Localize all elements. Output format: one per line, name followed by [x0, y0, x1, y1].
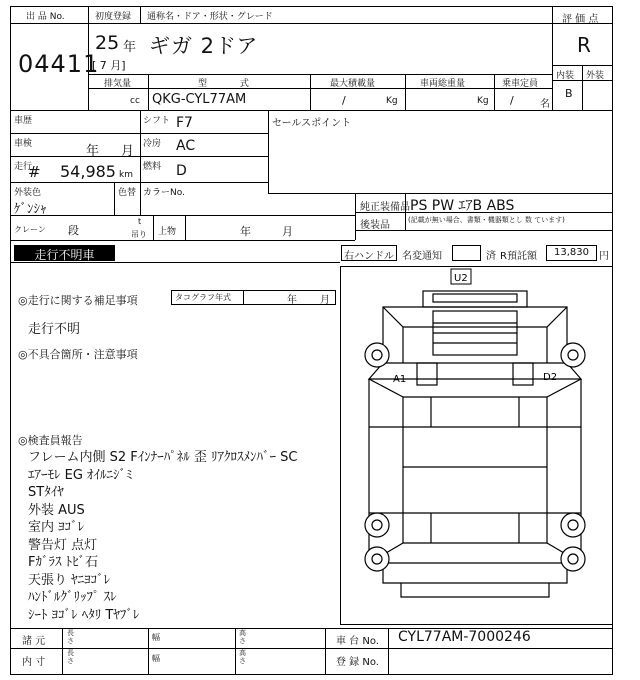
gross-weight-unit: Kg — [477, 96, 489, 106]
mark-a1: A1 — [393, 374, 407, 385]
front-left-wheel — [365, 343, 389, 367]
mileage-value: 54,985 — [60, 162, 116, 181]
handle-position: 右ハンドル — [344, 251, 394, 262]
lot-number: 04411 — [18, 50, 100, 78]
fuel-value: D — [176, 163, 187, 179]
inspection-month: 月 — [121, 144, 135, 159]
interior-width-label: 幅 — [152, 654, 160, 663]
history-label: 車歴 — [14, 116, 33, 126]
ac-value: AC — [176, 138, 196, 154]
recycle-prefix: 済 — [486, 251, 496, 262]
report-line: STﾀｲﾔ — [28, 485, 64, 500]
inspection-label: 車検 — [14, 139, 33, 149]
report-line: フレーム内側 S2 Fｲﾝﾅｰﾊﾟﾈﾙ 歪 ﾘｱｸﾛｽﾒﾝﾊﾞｰ SC — [28, 450, 298, 465]
mileage-prefix: # — [28, 163, 41, 181]
capacity-label: 乗車定員 — [502, 79, 539, 89]
report-line: ﾊﾝﾄﾞﾙｸﾞﾘｯﾌﾟ ｽﾚ — [28, 590, 117, 605]
displacement-label: 排気量 — [104, 79, 132, 89]
running-note: 走行不明 — [28, 322, 81, 337]
dimensions-label: 諸 元 — [22, 636, 46, 647]
name-change-notice-label: 名変通知 — [402, 251, 442, 262]
chassis-number: CYL77AM-7000246 — [398, 629, 531, 645]
report-line: 外装 AUS — [28, 502, 85, 518]
rigged-year: 年 — [240, 225, 251, 238]
aftermarket-note: (記載が無い場合、書類・機器類とし 数 ています) — [408, 216, 565, 224]
interior-grade: B — [565, 87, 573, 100]
mileage-unit: km — [119, 170, 133, 180]
capacity-unit: 名 — [540, 99, 550, 110]
color-change-label: 色替 — [118, 188, 137, 198]
first-registration-label: 初度登録 — [95, 12, 132, 22]
crane-ton: t — [138, 217, 142, 226]
chassis-number-label: 車 台 No. — [336, 636, 379, 647]
fuel-label: 燃料 — [143, 162, 162, 172]
mileage-label: 走行 — [14, 162, 33, 172]
interior-grade-label: 内装 — [556, 71, 575, 81]
mark-d2: D2 — [543, 372, 558, 383]
gross-weight-label: 車両総重量 — [420, 79, 466, 89]
exterior-grade-label: 外装 — [586, 71, 605, 81]
recycle-label: R預託額 — [500, 251, 537, 262]
report-line: 天張り ﾔﾆﾖｺﾞﾚ — [28, 572, 111, 588]
sales-point-label: セールスポイント — [272, 118, 352, 129]
shift-label: シフト — [143, 116, 171, 126]
tachograph-year: 年 — [287, 295, 297, 306]
crane-label: クレーン — [14, 225, 46, 234]
rigged-label: 上物 — [158, 227, 177, 237]
rear-right-wheel-2 — [561, 547, 585, 571]
width-label: 幅 — [152, 633, 160, 642]
exterior-color-value: ｹﾞﾝｼｬ — [14, 202, 47, 217]
overall-grade: R — [577, 33, 591, 57]
tachograph-month: 月 — [320, 295, 330, 306]
running-unknown-banner: 走行不明車 — [14, 245, 115, 261]
rear-left-wheel — [365, 513, 389, 537]
inspector-report-list — [28, 446, 297, 621]
report-line: Fｶﾞﾗｽ ﾄﾋﾞ石 — [28, 555, 99, 570]
crane-hook: 吊り — [131, 230, 147, 239]
rear-left-wheel-2 — [365, 547, 389, 571]
running-supplement-label: ◎走行に関する補足事項 — [18, 294, 138, 307]
report-line: 室内 ﾖｺﾞﾚ — [28, 520, 85, 535]
vehicle-condition-diagram — [341, 267, 612, 624]
max-load-value: / — [342, 94, 346, 107]
ac-label: 冷房 — [143, 139, 162, 149]
recycle-unit: 円 — [599, 251, 609, 262]
model-code-label: 型 式 — [198, 79, 249, 89]
equipment-value: PS PW ｴｱB ABS — [410, 198, 515, 214]
defects-label: ◎不具合箇所・注意事項 — [18, 348, 138, 361]
registration-year: 25 — [95, 32, 120, 54]
interior-dims-label: 内 寸 — [22, 657, 46, 668]
model-name: ギガ 2ドア — [149, 34, 259, 58]
truck-outline — [369, 291, 581, 597]
max-load-label: 最大積載量 — [330, 79, 376, 89]
model-code: QKG-CYL77AM — [152, 92, 247, 107]
tachograph-label: タコグラフ年式 — [175, 293, 231, 302]
crane-stage: 段 — [68, 224, 79, 237]
inspection-year: 年 — [86, 144, 100, 159]
report-line: ｼｰﾄ ﾖｺﾞﾚ ﾍﾀﾘ Tﾔﾌﾞﾚ — [28, 607, 140, 623]
length-label: 長さ — [67, 629, 74, 645]
exterior-color-label: 外装色 — [14, 188, 42, 198]
color-code-label: カラーNo. — [143, 188, 185, 198]
model-name-label: 通称名・ドア・形状・グレード — [147, 12, 273, 22]
max-load-unit: Kg — [386, 96, 398, 106]
report-line: ｴｱｰﾓﾚ EG ｵｲﾙﾆｼﾞﾐ — [28, 467, 133, 483]
interior-length-label: 長さ — [67, 649, 74, 665]
shift-value: F7 — [176, 115, 193, 131]
mark-u2: U2 — [454, 273, 468, 284]
rear-right-wheel — [561, 513, 585, 537]
registration-year-unit: 年 — [123, 40, 137, 55]
registration-month: [ 7 月] — [92, 59, 126, 72]
aftermarket-label: 後装品 — [360, 220, 390, 231]
registration-number-label: 登 録 No. — [336, 657, 379, 668]
capacity-value: / — [510, 94, 514, 107]
recycle-value: 13,830 — [554, 247, 589, 258]
inspector-report-label: ◎検査員報告 — [18, 434, 83, 447]
interior-height-label: 高さ — [239, 649, 246, 665]
grade-label: 評 価 点 — [562, 14, 599, 25]
front-right-wheel — [561, 343, 585, 367]
displacement-unit: cc — [130, 96, 140, 106]
report-line: 警告灯 点灯 — [28, 537, 98, 553]
equipment-label: 純正装備品 — [360, 202, 410, 213]
height-label: 高さ — [239, 629, 246, 645]
lot-number-label: 出 品 No. — [26, 12, 65, 22]
rigged-month: 月 — [282, 225, 293, 238]
